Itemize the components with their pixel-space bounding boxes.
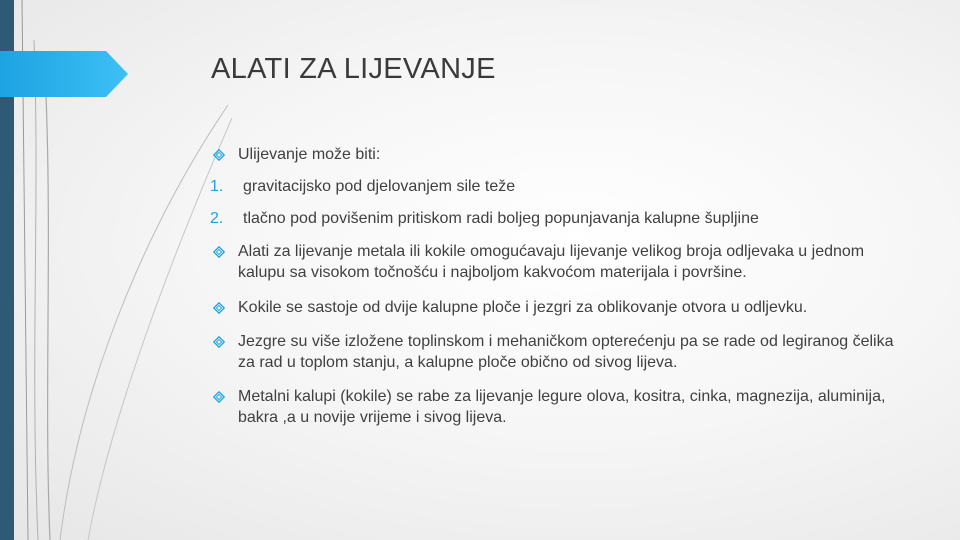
- bullet-list: [212, 144, 902, 428]
- numbered-text: tlačno pod povišenim pritiskom radi boljeg popunjavanja kalupne šupljine: [243, 210, 759, 227]
- slide-title: ALATI ZA LIJEVANJE: [211, 53, 496, 85]
- bullet-item: [212, 386, 902, 428]
- numbered-text: gravitacijsko pod djelovanjem sile teže: [243, 178, 516, 195]
- item-number: 1.: [210, 178, 224, 195]
- bullet-item: [212, 144, 902, 165]
- title-accent-tab: [0, 51, 128, 97]
- bullet-text: Jezgre su više izložene toplinskom i mehaničkom opterećenju pa se rade od legiranog čelika za rad u toplom stanju, a kalupne ploče obično od sivog lijeva.: [238, 333, 894, 371]
- bullet-item: [212, 297, 902, 318]
- numbered-item: [212, 176, 902, 197]
- bullet-text: Metalni kalupi (kokile) se rabe za lijevanje legure olova, kositra, cinka, magnezija, aluminija, bakra ,a u novije vrijeme i sivog lijeva.: [238, 388, 886, 426]
- bullet-text: Alati za lijevanje metala ili kokile omogućavaju lijevanje velikog broja odljevaka u jednom kalupu sa visokom točnošću i najboljom kakvoćom materijala i površine.: [238, 243, 865, 281]
- bullet-item: [212, 241, 902, 283]
- bullet-text: Kokile se sastoje od dvije kalupne ploče i jezgri za oblikovanje otvora u odljevku.: [238, 299, 808, 316]
- item-number: 2.: [210, 210, 224, 227]
- bullet-item: [212, 331, 902, 373]
- numbered-item: [212, 208, 902, 229]
- bullet-text: Ulijevanje može biti:: [238, 146, 381, 163]
